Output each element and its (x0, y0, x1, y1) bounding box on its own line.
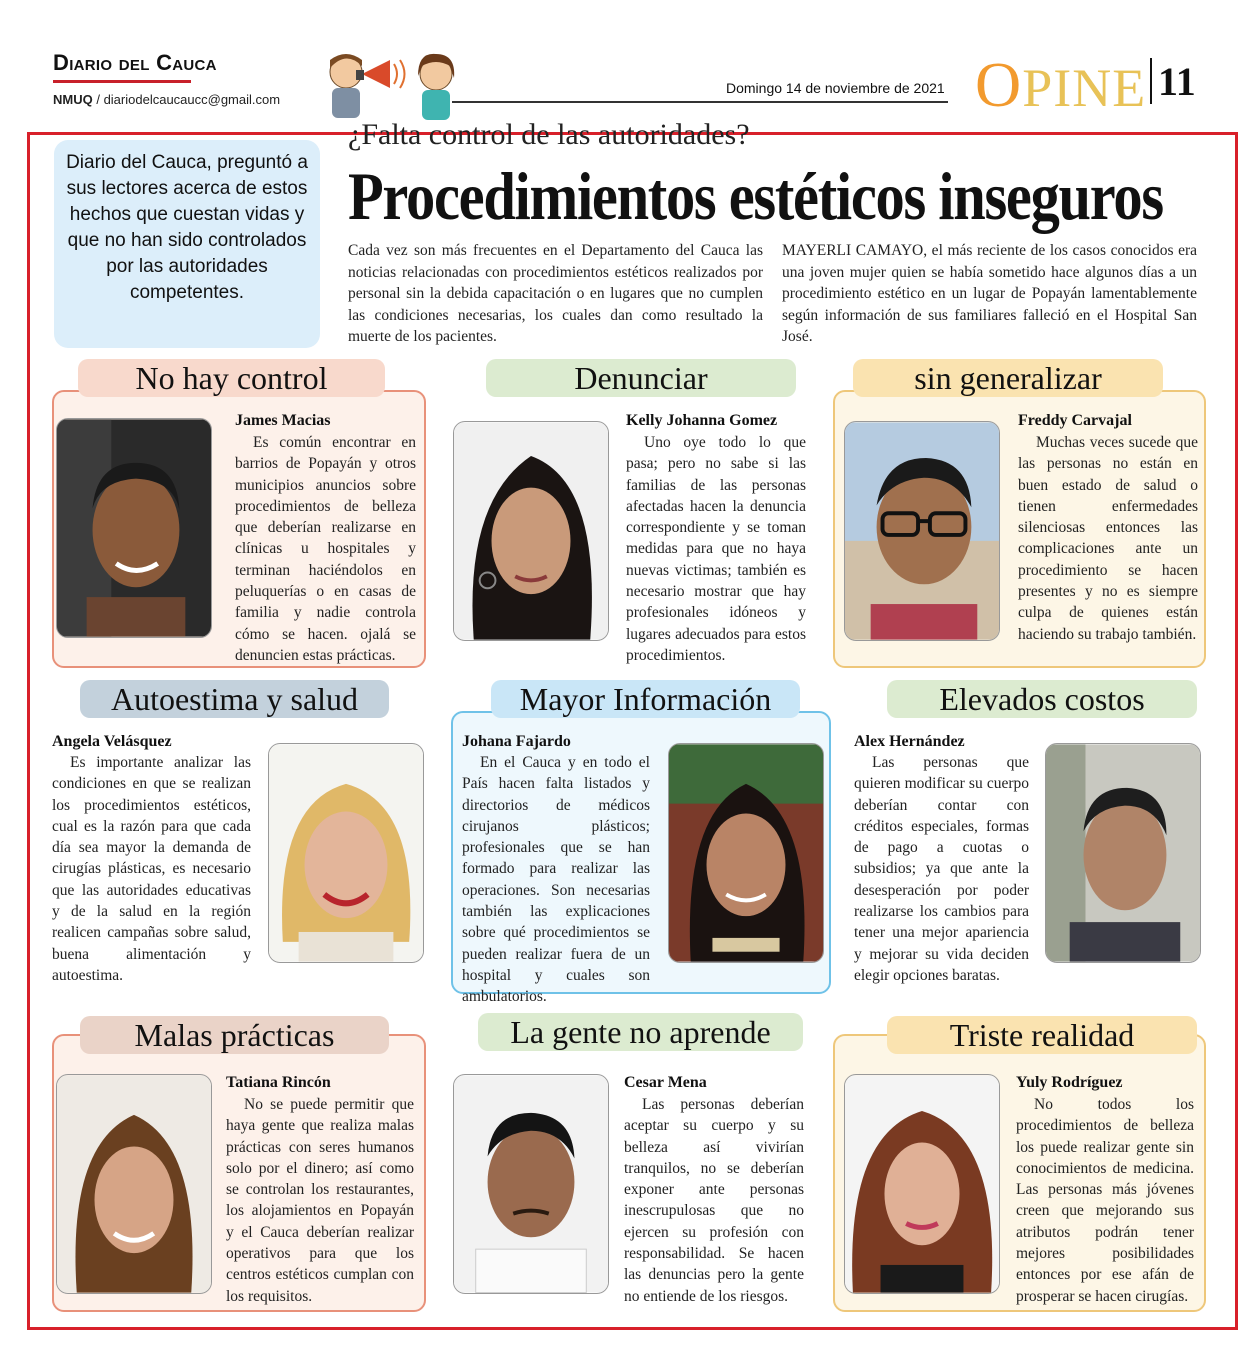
contact-line (53, 92, 280, 107)
lead-paragraph-right: MAYERLI CAMAYO, el más reciente de los casos conocidos era una joven mujer quien se había sometido hace algunos días a un procedimiento estético en un lugar de Popayán lamentablemente según información de sus familiares falleció en el Hospital San José. (782, 242, 1197, 345)
opinion-text: Es común encontrar en barrios de Popayán y otros municipios anuncios sobre procedimientos de belleza que deberían realizarse en clínicas u hospitales y terminan haciéndolos en peluquerías o en casas de familia y nadie controla cómo se hacen. ojalá se denuncien estas prácticas. (235, 434, 416, 664)
portrait-photo (453, 421, 609, 641)
masthead: Diario del Cauca (53, 50, 217, 75)
portrait-photo (844, 421, 1000, 641)
opinion-title: La gente no aprende (478, 1013, 803, 1051)
portrait-photo (56, 418, 212, 638)
contact-code: NMUQ (53, 92, 93, 107)
opinion-title: Malas prácticas (80, 1016, 389, 1054)
headline: Procedimientos estéticos inseguros (348, 158, 1163, 234)
opinion-text: Las personas deberían aceptar su cuerpo y su belleza así vivirían tranquilos, no se deberían exponer ante personas inescrupulosas que no ejercen su profesión con responsabilidad. Se hacen las denuncias pero la gente no entiende de los riesgos. (624, 1096, 804, 1305)
opinion-title: Autoestima y salud (80, 680, 389, 718)
megaphone-people-illustration (318, 48, 468, 122)
opinion-text: No todos los procedimientos de belleza los puede realizar gente sin conocimientos de medicina. Las personas más jóvenes creen que mejorando sus atributos podrán tener mejores posibilidades entonces por ese afán de prosperar se hacen cirugías. (1016, 1096, 1194, 1305)
section-logo-o: O (975, 49, 1023, 120)
respondent-name: Johana Fajardo (462, 733, 571, 750)
intro-box: Diario del Cauca, preguntó a sus lectores acerca de estos hechos que cuestan vidas y que no han sido controlados por las autoridades competentes. (54, 140, 320, 348)
portrait-photo (268, 743, 424, 963)
opinion-text: Es importante analizar las condiciones en que se realizan los procedimientos estéticos, cual es la razón para que cada día sea mayor la demanda de cirugías plásticas, es necesario que las autoridades educativas y de la salud en la región realicen campañas sobre salud, buena alimentación y autoestima. (52, 754, 251, 984)
portrait-photo (453, 1074, 609, 1294)
publication-date: Domingo 14 de noviembre de 2021 (726, 80, 945, 96)
portrait-photo (1045, 743, 1201, 963)
opinion-text: Las personas que quieren modificar su cuerpo deberían contar con créditos especiales, formas de pago a cuotas o subsidios; ya que ante la desesperación por poder realizarse los cambios para tener una mejor apariencia y mejorar su vida deciden elegir opciones baratas. (854, 754, 1029, 984)
page-number: 11 (1158, 59, 1196, 104)
respondent-name: Kelly Johanna Gomez (626, 412, 778, 429)
respondent-name: Freddy Carvajal (1018, 412, 1132, 429)
opinion-text: No se puede permitir que haya gente que realiza malas prácticas con seres humanos solo por el dinero; así como se controlan los restaurantes, los alojamientos en Popayán y el Cauca deberían realizar operativos para que los centros estéticos cumplan con los requisitos. (226, 1096, 414, 1305)
respondent-name: Tatiana Rincón (226, 1074, 331, 1091)
opinion-title: Elevados costos (887, 680, 1197, 718)
section-logo (975, 48, 1146, 122)
respondent-name: Cesar Mena (624, 1074, 707, 1091)
portrait-photo (56, 1074, 212, 1294)
page-number-divider (1150, 58, 1152, 104)
masthead-underline (53, 80, 191, 83)
opinion-title: Mayor Información (491, 680, 800, 718)
portrait-photo (668, 743, 824, 963)
respondent-name: Alex Hernández (854, 733, 965, 750)
respondent-name: James Macias (235, 412, 331, 429)
opinion-text: Uno oye todo lo que pasa; pero no sabe si las familias de las personas afectadas hacen la denuncia correspondiente y se toman medidas para que no haya nuevas victimas; también es necesario mostrar que hay profesionales idóneos y lugares adecuados para estos procedimientos. (626, 434, 806, 664)
kicker: ¿Falta control de las autoridades? (348, 118, 750, 151)
lead-paragraph-left: Cada vez son más frecuentes en el Departamento del Cauca las noticias relacionadas con procedimientos estéticos realizados por personal sin la debida capacitación o en lugares que no cumplen las condiciones necesarias, los cuales dan como resultado la muerte de los pacientes. (348, 242, 763, 345)
opinion-title: Denunciar (486, 359, 796, 397)
opinion-text: En el Cauca y en todo el País hacen falta listados y directorios de médicos cirujanos plásticos; profesionales que se han formado para realizar las operaciones. Son necesarias también las explicaciones sobre qué procedimientos se pueden realizar fuera de un hospital y cuales son ambulatorios. (462, 754, 650, 1006)
opinion-title: No hay control (78, 359, 385, 397)
header-rule (452, 101, 948, 103)
portrait-photo (844, 1074, 1000, 1294)
contact-email: / diariodelcaucaucc@gmail.com (96, 92, 281, 107)
section-logo-rest: PINE (1022, 58, 1147, 118)
opinion-title: Triste realidad (887, 1016, 1197, 1054)
respondent-name: Yuly Rodríguez (1016, 1074, 1123, 1091)
opinion-title: sin generalizar (853, 359, 1163, 397)
opinion-text: Muchas veces sucede que las personas no están en buen estado de salud o tienen enfermedades silenciosas entonces las complicaciones ante un procedimiento se hacen presentes y no es siempre culpa de quienes están haciendo su trabajo también. (1018, 434, 1198, 643)
respondent-name: Angela Velásquez (52, 733, 172, 750)
